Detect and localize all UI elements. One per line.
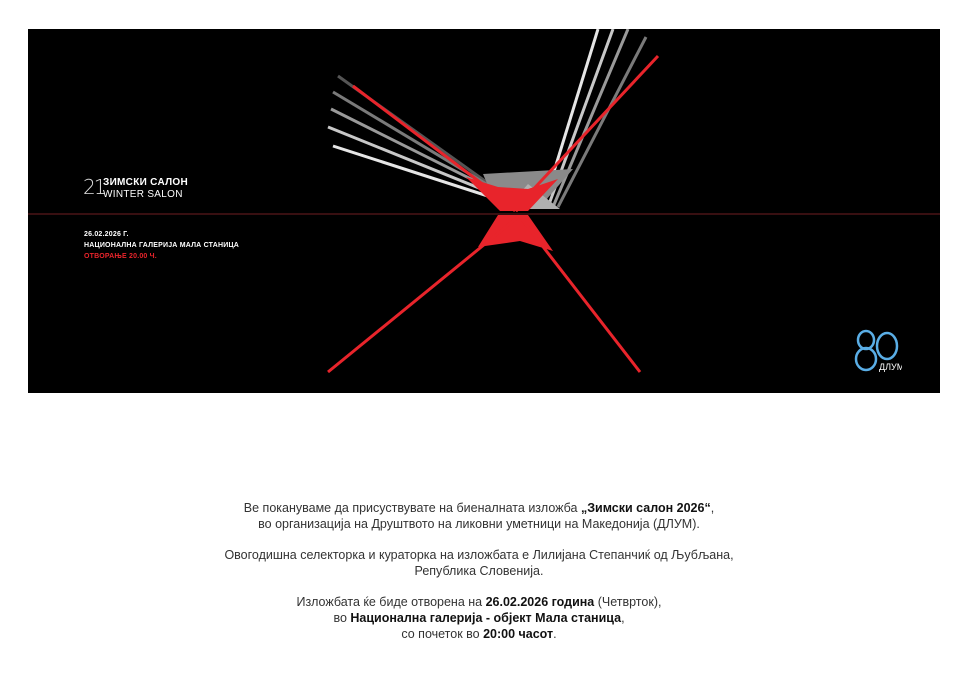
- edition-number: 21: [83, 175, 105, 199]
- invitation-paragraph-3: Изложбата ќе биде отворена на 26.02.2026 година (Четврток), во Национална галерија - објект Мала станица, со почеток во 20:00 часот.: [296, 595, 662, 641]
- venue-name: Национална галерија - објект Мала станица: [350, 611, 622, 625]
- opening-date: 26.02.2026 година: [485, 595, 595, 609]
- dlum-logo-icon: [854, 326, 902, 376]
- event-opening-time: ОТВОРАЊЕ 20.00 Ч.: [84, 253, 157, 260]
- exhibition-banner: [28, 29, 940, 393]
- invitation-paragraph-2: Овогодишна селекторка и кураторка на изложбата е Лилијана Степанчиќ од Љубљана, Република Словенија.: [224, 548, 734, 578]
- invitation-paragraph-1: Ве покануваме да присуствувате на биеналната изложба „Зимски салон 2026“, во организација на Друштвото на ликовни уметници на Македонија (ДЛУМ).: [243, 501, 715, 531]
- exhibition-name: „Зимски салон 2026“: [580, 501, 711, 515]
- dlum-logo: [854, 326, 902, 381]
- event-date: 26.02.2026 Г.: [84, 231, 129, 238]
- opening-time: 20:00 часот: [483, 627, 554, 641]
- title-macedonian: ЗИМСКИ САЛОН: [103, 177, 189, 188]
- svg-text:ДЛУМ: ДЛУМ: [879, 362, 902, 372]
- event-details: [84, 229, 239, 262]
- invitation-text: [0, 500, 958, 657]
- hourglass-artwork: [28, 29, 940, 393]
- title-english: WINTER SALON: [103, 189, 183, 200]
- event-venue: НАЦИОНАЛНА ГАЛЕРИЈА МАЛА СТАНИЦА: [84, 242, 240, 249]
